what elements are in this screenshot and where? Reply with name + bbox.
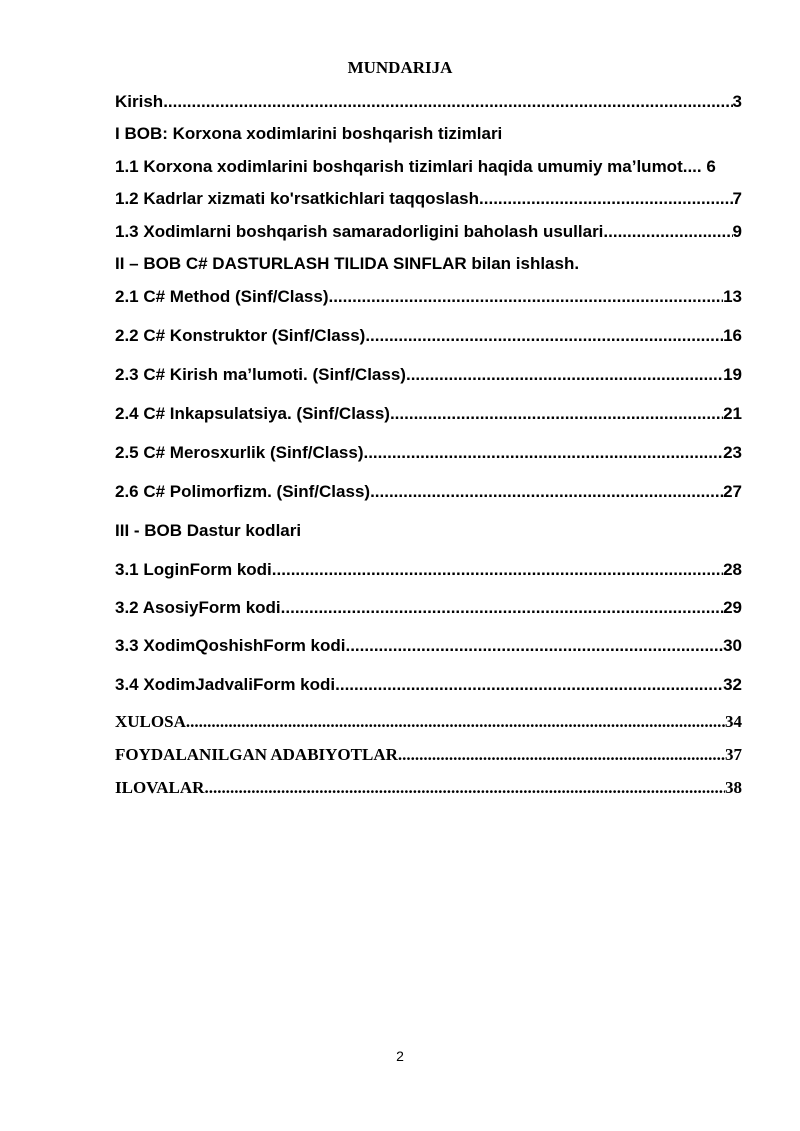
- toc-entry-ilovalar[interactable]: [115, 778, 742, 798]
- toc-page: 29: [723, 598, 742, 617]
- toc-label: 2.1 C# Method (Sinf/Class): [115, 287, 329, 306]
- page-title: MUNDARIJA: [347, 58, 453, 77]
- toc-entry-xulosa[interactable]: [115, 712, 742, 732]
- toc-entry-2-5[interactable]: [115, 443, 742, 463]
- toc-label: 1.2 Kadrlar xizmati ko'rsatkichlari taqqoslash...: [115, 189, 494, 208]
- toc-leader: [398, 745, 725, 765]
- toc-label: 3.4 XodimJadvaliForm kodi: [115, 675, 336, 694]
- toc-leader: [370, 482, 723, 502]
- toc-label: 2.5 C# Merosxurlik (Sinf/Class): [115, 443, 364, 462]
- toc-entry-3-4[interactable]: [115, 675, 742, 695]
- toc-page: 13: [723, 287, 742, 306]
- toc-entry-2-6[interactable]: [115, 482, 742, 502]
- toc-entry-1-2[interactable]: [115, 189, 742, 209]
- toc-label: II – BOB C# DASTURLASH TILIDA SINFLAR bilan ishlash.: [115, 254, 580, 273]
- toc-label: 3.1 LoginForm kodi: [115, 560, 272, 579]
- toc-page: 21: [723, 404, 742, 423]
- page-number: 2: [396, 1048, 404, 1064]
- toc-leader: [390, 404, 723, 424]
- toc-entry-3-3[interactable]: [115, 636, 742, 656]
- toc-label: FOYDALANILGAN ADABIYOTLAR: [115, 745, 398, 764]
- toc-leader: [365, 326, 723, 346]
- toc-label: III - BOB Dastur kodlari: [115, 521, 302, 540]
- toc-page: .. 6: [692, 157, 716, 176]
- toc-label: 2.2 C# Konstruktor (Sinf/Class): [115, 326, 366, 345]
- toc-leader: [406, 365, 723, 385]
- toc-heading-bob-3[interactable]: [115, 521, 742, 541]
- toc-page: 34: [725, 712, 742, 731]
- toc-label: 3.2 AsosiyForm kodi: [115, 598, 281, 617]
- toc-entry-adabiyotlar[interactable]: [115, 745, 742, 765]
- toc-page: 32: [723, 675, 742, 694]
- toc-entry-3-2[interactable]: [115, 598, 742, 618]
- toc-page: 3: [732, 92, 742, 111]
- toc-page: 28: [723, 560, 742, 579]
- toc-entry-1-3[interactable]: [115, 222, 742, 242]
- toc-page: 16: [723, 326, 742, 345]
- toc-leader: [335, 675, 723, 695]
- toc-leader: [345, 636, 723, 656]
- toc-label: 2.4 C# Inkapsulatsiya. (Sinf/Class): [115, 404, 390, 423]
- toc-entry-3-1[interactable]: [115, 560, 742, 580]
- toc-page: 23: [723, 443, 742, 462]
- toc-page: 30: [723, 636, 742, 655]
- toc-leader: [272, 560, 723, 580]
- toc-label: Kirish: [115, 92, 164, 111]
- toc-label: ILOVALAR: [115, 778, 205, 797]
- toc-page: 38: [725, 778, 742, 797]
- toc-heading-bob-1[interactable]: [115, 124, 742, 144]
- toc-label: 3.3 XodimQoshishForm kodi: [115, 636, 346, 655]
- toc-entry-kirish[interactable]: [115, 92, 742, 112]
- toc-page: 7: [732, 189, 742, 208]
- toc-page: 19: [723, 365, 742, 384]
- toc-label: XULOSA: [115, 712, 186, 731]
- toc-heading-bob-2[interactable]: [115, 254, 742, 274]
- toc-entry-2-1[interactable]: [115, 287, 742, 307]
- toc-leader: [281, 598, 723, 618]
- toc-label: 2.3 C# Kirish ma’lumoti. (Sinf/Class): [115, 365, 406, 384]
- toc-entry-2-2[interactable]: [115, 326, 742, 346]
- toc-entry-2-3[interactable]: [115, 365, 742, 385]
- toc-entry-1-1[interactable]: [115, 157, 742, 177]
- toc-page: 37: [725, 745, 742, 764]
- toc-entry-2-4[interactable]: [115, 404, 742, 424]
- toc-leader: [363, 443, 723, 463]
- toc-leader: [186, 712, 725, 732]
- toc-page: 9: [732, 222, 742, 241]
- toc-leader: [163, 92, 732, 112]
- toc-leader: [608, 222, 732, 242]
- toc-leader: [328, 287, 723, 307]
- toc-leader: [204, 778, 725, 798]
- toc-label: 2.6 C# Polimorfizm. (Sinf/Class): [115, 482, 371, 501]
- toc-page: 27: [723, 482, 742, 501]
- toc-label: 1.1 Korxona xodimlarini boshqarish tizimlari haqida umumiy ma’lumot..: [115, 157, 693, 176]
- toc-leader: [493, 189, 732, 209]
- toc-label: I BOB: Korxona xodimlarini boshqarish tizimlari: [115, 124, 503, 143]
- toc-label: 1.3 Xodimlarni boshqarish samaradorligini baholash usullari.: [115, 222, 609, 241]
